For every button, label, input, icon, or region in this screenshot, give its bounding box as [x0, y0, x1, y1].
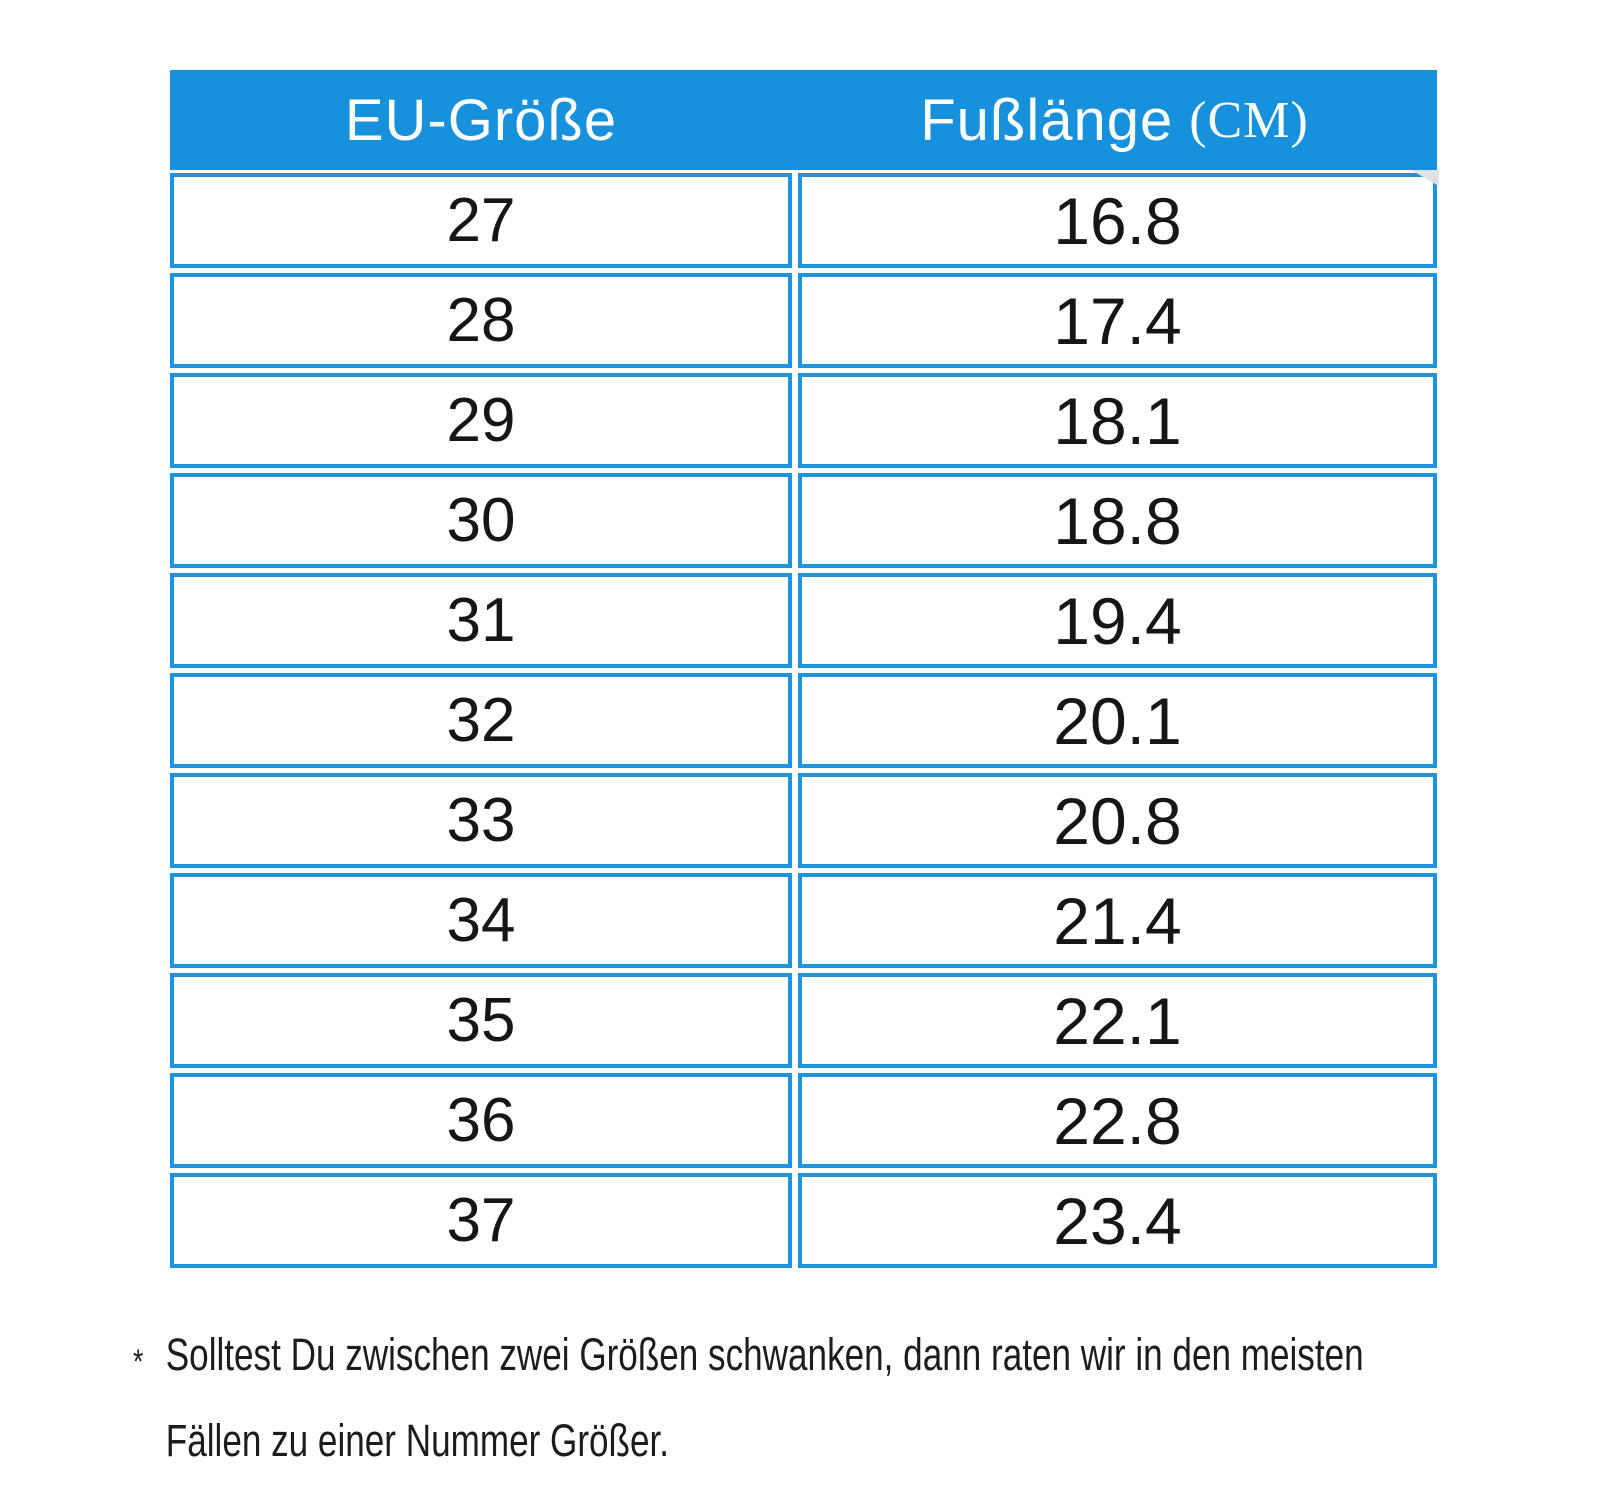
- foot-length-value: 22.8: [1053, 1083, 1182, 1158]
- header-unit-label: (CM): [1189, 91, 1309, 149]
- eu-size-cell: [170, 1073, 792, 1168]
- foot-length-value: 16.8: [1053, 183, 1182, 258]
- eu-size-cell: [170, 773, 792, 868]
- footnote-asterisk: *: [133, 1342, 144, 1381]
- header-eu-size: [170, 70, 792, 170]
- header-foot-length: [792, 70, 1437, 170]
- foot-length-value: 22.1: [1053, 983, 1182, 1058]
- eu-size-value: 29: [446, 386, 516, 455]
- table-row: [170, 173, 1437, 268]
- table-body: [170, 173, 1437, 1268]
- eu-size-value: 27: [446, 186, 516, 255]
- foot-length-cell: [798, 973, 1437, 1068]
- foot-length-cell: [798, 473, 1437, 568]
- header-foot-length-label: Fußlänge: [920, 87, 1174, 153]
- table-row: [170, 573, 1437, 668]
- foot-length-cell: [798, 1173, 1437, 1268]
- footnote-text-1: Solltest Du zwischen zwei Größen schwanken, dann raten wir in den meisten: [165, 1329, 1364, 1380]
- foot-length-value: 18.8: [1053, 483, 1182, 558]
- foot-length-value: 20.1: [1053, 683, 1182, 758]
- table-row: [170, 1173, 1437, 1268]
- foot-length-cell: [798, 1073, 1437, 1168]
- table-row: [170, 873, 1437, 968]
- eu-size-value: 30: [446, 486, 516, 555]
- table-row: [170, 273, 1437, 368]
- table-row: [170, 673, 1437, 768]
- foot-length-value: 23.4: [1053, 1183, 1182, 1258]
- table-header: [170, 70, 1437, 170]
- footnote-line-2: [133, 1398, 1364, 1484]
- footnote-line-1: [133, 1312, 1364, 1398]
- eu-size-value: 35: [446, 986, 516, 1055]
- eu-size-cell: [170, 273, 792, 368]
- footnote: [133, 1312, 1600, 1484]
- eu-size-cell: [170, 173, 792, 268]
- foot-length-value: 17.4: [1053, 283, 1182, 358]
- eu-size-value: 36: [446, 1086, 516, 1155]
- foot-length-cell: [798, 173, 1437, 268]
- header-eu-size-label: EU-Größe: [344, 87, 618, 153]
- foot-length-value: 21.4: [1053, 883, 1182, 958]
- foot-length-cell: [798, 573, 1437, 668]
- eu-size-value: 33: [446, 786, 516, 855]
- size-chart-table: [170, 70, 1437, 1273]
- foot-length-cell: [798, 273, 1437, 368]
- foot-length-cell: [798, 373, 1437, 468]
- foot-length-value: 18.1: [1053, 383, 1182, 458]
- eu-size-value: 28: [446, 286, 516, 355]
- eu-size-cell: [170, 573, 792, 668]
- eu-size-value: 37: [446, 1186, 516, 1255]
- foot-length-cell: [798, 873, 1437, 968]
- foot-length-value: 20.8: [1053, 783, 1182, 858]
- foot-length-value: 19.4: [1053, 583, 1182, 658]
- table-row: [170, 373, 1437, 468]
- eu-size-cell: [170, 473, 792, 568]
- foot-length-cell: [798, 773, 1437, 868]
- footnote-text-2: Fällen zu einer Nummer Größer.: [165, 1415, 670, 1466]
- eu-size-cell: [170, 373, 792, 468]
- table-row: [170, 773, 1437, 868]
- foot-length-cell: [798, 673, 1437, 768]
- table-row: [170, 973, 1437, 1068]
- eu-size-cell: [170, 973, 792, 1068]
- eu-size-cell: [170, 673, 792, 768]
- eu-size-value: 34: [446, 886, 516, 955]
- table-row: [170, 1073, 1437, 1168]
- table-row: [170, 473, 1437, 568]
- eu-size-value: 31: [446, 586, 516, 655]
- eu-size-value: 32: [446, 686, 516, 755]
- eu-size-cell: [170, 1173, 792, 1268]
- eu-size-cell: [170, 873, 792, 968]
